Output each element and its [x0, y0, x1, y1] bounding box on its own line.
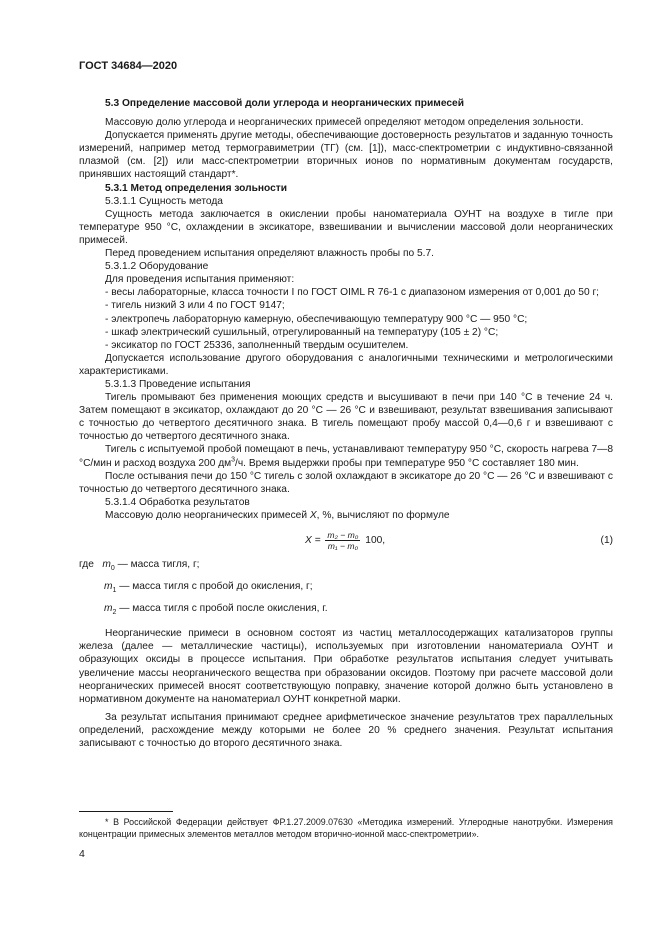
paragraph: Перед проведением испытания определяют влажность пробы по 5.7. [105, 248, 434, 260]
subsection-title: 5.3.1.2 Оборудование [105, 261, 209, 273]
text-run: Массовую долю неорганических примесей [105, 509, 310, 521]
where-lead: где [79, 559, 94, 570]
variable: X [309, 509, 317, 521]
paragraph [79, 509, 613, 522]
document-body [79, 97, 613, 750]
paragraph: Сущность метода заключается в окислении пробы наноматериала ОУНТ на воздухе в тигле при температуре 950 °С, охлаждении в эксикаторе, взвешивании и вычислении массовой доли неорганических примесей. [79, 208, 613, 246]
where-row [79, 558, 613, 571]
where-desc: — масса тигля с пробой после окисления, г. [116, 603, 328, 615]
paragraph: Тигель промывают без применения моющих средств и высушивают в печи при 140 °С в течение 24 ч. Затем помещают в эксикатор, охлаждают до 20 °С — 26 °С и взвешивают, результат взвешивания записывают с точностью до четвертого десятичного знака. В тигель помещают пробу массой 0,4—0,6 г и взвешивают с точностью до четвертого десятичного знака. [79, 392, 613, 443]
paragraph: Допускается использование другого оборудования с аналогичными техническими и метрологическими характеристиками. [79, 352, 613, 377]
list-item: - электропечь лабораторную камерную, обеспечивающую температуру 900 °С — 950 °С; [105, 313, 528, 325]
list-item: - шкаф электрический сушильный, отрегулированный на температуру (105 ± 2) °С; [105, 326, 499, 338]
paragraph: После остывания печи до 150 °С тигель с золой охлаждают в эксикаторе до 20 °С — 26 °С и взвешивают с точностью до четвертого десятичного знака. [79, 470, 614, 495]
formula-lhs: X = [305, 535, 321, 547]
paragraph: За результат испытания принимают среднее арифметическое значение результатов трех параллельных определений, расхождение между которыми не более 20 % среднего значения. Результат испытания записывают с точностью до второго десятичного знака. [79, 711, 613, 750]
paragraph [79, 443, 613, 469]
subsection-title: 5.3.1.3 Проведение испытания [105, 378, 251, 390]
subscript: 0 [110, 565, 115, 573]
text-run: Тигель с испытуемой пробой помещают в печь, устанавливают температуру 950 °С, скорость нагрева 7—8 °С/мин и расход воздуха 200 дм [79, 444, 613, 469]
list-item: - эксикатор по ГОСТ 25336, заполненный твердым осушителем. [105, 339, 409, 351]
footnote-divider [79, 811, 173, 812]
formula-1 [79, 526, 613, 554]
formula-numerator: m₂ − m₀ [327, 530, 359, 540]
subscript: 1 [112, 587, 117, 595]
where-desc: — масса тигля, г; [114, 559, 200, 570]
variable: m [104, 603, 113, 615]
formula-expression [305, 530, 385, 551]
variable: m [102, 559, 111, 570]
formula-fraction [325, 530, 360, 551]
where-row [79, 602, 613, 615]
where-block [79, 558, 613, 615]
where-row [79, 580, 613, 593]
paragraph: Неорганические примеси в основном состоят из частиц металлосодержащих катализаторов группы железа (далее — металлические частицы), используемых при изготовлении наноматериала ОУНТ и образующих оксиды в процессе испытания. При обработке результатов испытания следует учитывать увеличение массы неорганического вещества при образовании оксидов. Поэтому при расчете массовой доли неорганических примесей вносят соответствующую поправку, значение которой должно быть установлено в нормативном документе на наноматериал ОУНТ конкретной марки. [79, 628, 613, 705]
section-title-5-3-1: 5.3.1 Метод определения зольности [105, 182, 288, 194]
superscript: 3 [231, 456, 236, 464]
formula-number: (1) [600, 535, 613, 546]
page-number: 4 [79, 848, 85, 860]
text-run: /ч. Время выдержки пробы при температуре 950 °С составляет 180 мин. [235, 457, 579, 469]
section-title-5-3: 5.3 Определение массовой доли углерода и неорганических примесей [105, 98, 464, 109]
subsection-title: 5.3.1.4 Обработка результатов [105, 496, 250, 508]
subsection-title: 5.3.1.1 Сущность метода [105, 195, 223, 207]
list-item: - весы лабораторные, класса точности I по ГОСТ OIML R 76-1 с диапазоном измерения от 0,001 до 50 г; [105, 287, 600, 299]
subscript: 2 [112, 609, 117, 617]
standard-header: ГОСТ 34684—2020 [79, 60, 178, 72]
formula-denominator: m₁ − m₀ [327, 541, 359, 551]
paragraph: Для проведения испытания применяют: [105, 274, 295, 286]
list-item: - тигель низкий 3 или 4 по ГОСТ 9147; [105, 300, 285, 312]
text-run: , %, вычисляют по формуле [316, 509, 450, 521]
variable: m [104, 581, 113, 593]
paragraph: Массовую долю углерода и неорганических примесей определяют методом определения зольности. [105, 117, 584, 129]
formula-factor: 100, [365, 535, 386, 547]
paragraph: Допускается применять другие методы, обеспечивающие достоверность результатов и заданную точность измерений, например метод термогравиметрии (ТГ) (см. [1]), масс-спектрометрии с индуктивно-связанной плазмой (см. [2]) или масс-спектрометрии вторичных ионов по нормативным документам государств, принявших настоящий стандарт*. [79, 130, 613, 181]
where-desc: — масса тигля с пробой до окисления, г; [116, 581, 313, 593]
footnote: * В Российской Федерации действует ФР.1.27.2009.07630 «Методика измерений. Углеродные нанотрубки. Измерения концентрации примесных элементов металлов методом вторично-ионной масс-спектрометрии». [79, 817, 613, 839]
